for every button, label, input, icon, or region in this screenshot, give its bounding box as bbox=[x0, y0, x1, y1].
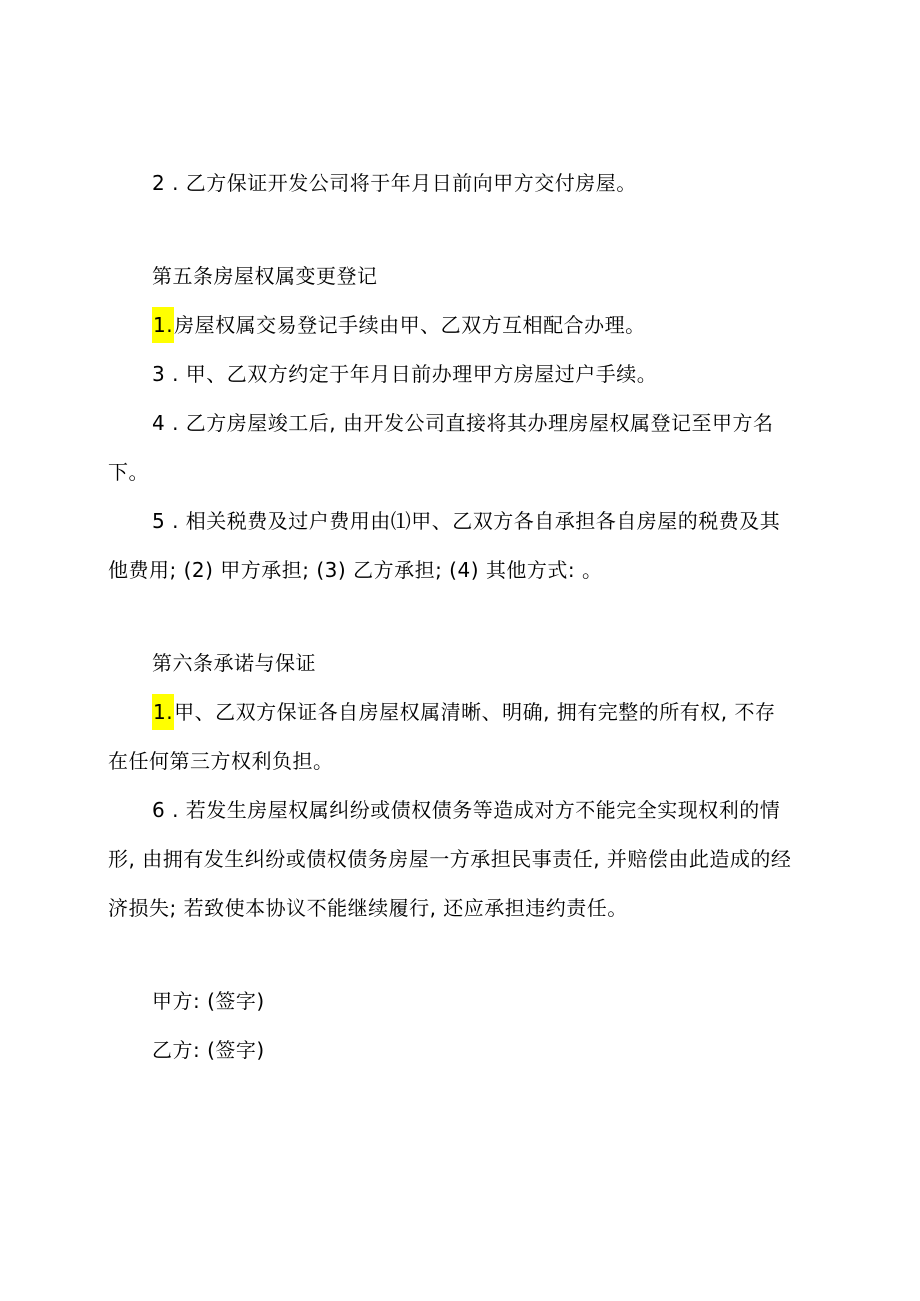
article-6-heading: 第六条承诺与保证 bbox=[152, 651, 316, 675]
clause-2: 2 . 乙方保证开发公司将于年月日前向甲方交付房屋。 bbox=[152, 171, 637, 195]
article-6-clause-1-line-2: 在任何第三方权利负担。 bbox=[108, 749, 334, 773]
article-6-clause-6-line-3: 济损失; 若致使本协议不能继续履行, 还应承担违约责任。 bbox=[108, 896, 628, 920]
party-b-signature: 乙方: (签字) bbox=[152, 1038, 265, 1062]
highlighted-number: 1. bbox=[152, 694, 174, 730]
article-5-clause-4-line-2: 下。 bbox=[108, 460, 149, 484]
article-5-heading: 第五条房屋权属变更登记 bbox=[152, 264, 378, 288]
article-5-clause-3: 3 . 甲、乙双方约定于年月日前办理甲方房屋过户手续。 bbox=[152, 362, 658, 386]
article-6-clause-1-line-1 bbox=[152, 697, 776, 727]
article-5-clause-1 bbox=[152, 310, 646, 340]
clause-text: 甲、乙双方保证各自房屋权属清晰、明确, 拥有完整的所有权, 不存 bbox=[174, 700, 776, 724]
party-a-signature: 甲方: (签字) bbox=[152, 989, 265, 1013]
article-5-clause-5-line-2: 他费用; (2) 甲方承担; (3) 乙方承担; (4) 其他方式: 。 bbox=[108, 558, 603, 582]
highlighted-number: 1. bbox=[152, 307, 174, 343]
article-5-clause-4-line-1: 4 . 乙方房屋竣工后, 由开发公司直接将其办理房屋权属登记至甲方名 bbox=[152, 411, 774, 435]
article-5-clause-5-line-1: 5 . 相关税费及过户费用由⑴甲、乙双方各自承担各自房屋的税费及其 bbox=[152, 509, 781, 533]
clause-text: 房屋权属交易登记手续由甲、乙双方互相配合办理。 bbox=[174, 313, 646, 337]
article-6-clause-6-line-2: 形, 由拥有发生纠纷或债权债务房屋一方承担民事责任, 并赔偿由此造成的经 bbox=[108, 847, 792, 871]
article-6-clause-6-line-1: 6 . 若发生房屋权属纠纷或债权债务等造成对方不能完全实现权利的情 bbox=[152, 798, 781, 822]
